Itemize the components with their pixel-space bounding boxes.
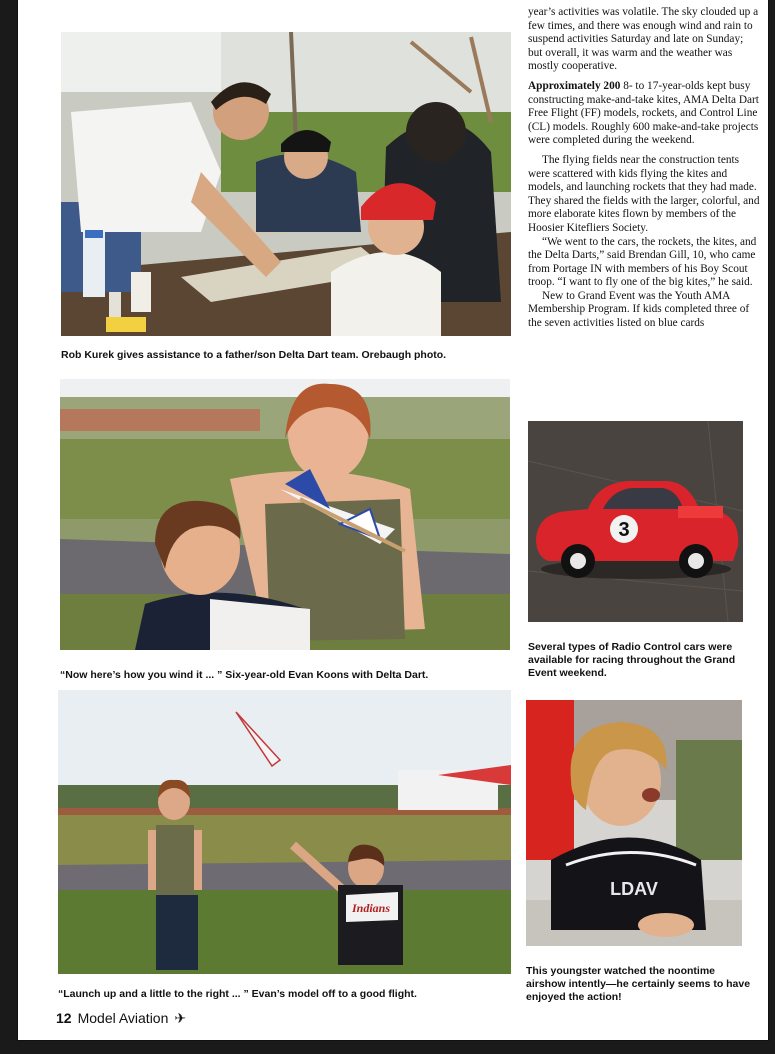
delta-dart-illustration [60,379,510,650]
launch-illustration [58,690,511,974]
shirt-lettering: Indians [351,901,391,915]
caption-workshop: Rob Kurek gives assistance to a father/son Delta Dart team. Orebaugh photo. [61,349,447,361]
magazine-page [18,0,768,1040]
paragraph-5: New to Grand Event was the Youth AMA Membership Program. If kids completed three of the seven activities listed on blue cards [528,289,750,330]
paragraph-2-body: 8- to 17-year-olds kept busy constructing make-and-take kites, AMA Delta Dart Free Flight (FF) models, rockets, and Control Line (CL) models. Roughly 600 make-and-take projects were completed during the weekend. [528,79,759,147]
article-text-column [528,6,760,331]
rc-car-illustration [528,421,743,622]
workshop-illustration [61,32,511,336]
caption-rc-car: Several types of Radio Control cars were available for racing throughout the Grand Event weekend. [528,641,736,679]
page-footer [56,1010,186,1027]
photo-delta-dart [60,379,510,650]
page-number: 12 [56,1010,72,1026]
magazine-name: Model Aviation [77,1010,169,1026]
photo-workshop [61,32,511,336]
paragraph-1: year’s activities was volatile. The sky clouded up a few times, and there was enough wind and rain to suspend activities Saturday and late on Sunday; but overall, it was warm and the weather was mostly cooperative. [528,6,759,73]
airplane-icon: ✈ [174,1010,187,1026]
photo-rc-car [528,421,743,622]
paragraph-4: “We went to the cars, the rockets, the kites, and the Delta Darts,” said Brendan Gill, 10, who came from Portage IN with members of his Boy Scout troop. “I want to fly one of the big kites,” he said. [528,235,757,289]
paragraph-2-lead: Approximately 200 [528,79,621,92]
car-number: 3 [618,519,630,541]
photo-youngster [526,700,742,946]
caption-youngster: This youngster watched the noontime airshow intently—he certainly seems to have enjoyed the action! [526,965,751,1003]
paragraph-3: The flying fields near the construction tents were scattered with kids flying the kites and models, and launching rockets that they had made. They shared the fields with the larger, colorful, and more elaborate kites flown by members of the Hoosier Kitefliers Society. [528,153,760,234]
youngster-shirt-lettering: LDAV [610,879,658,899]
youngster-illustration [526,700,742,946]
paragraph-2 [528,80,760,148]
caption-launch: “Launch up and a little to the right ... ” Evan’s model off to a good flight. [58,988,417,1000]
caption-delta-dart: “Now here’s how you wind it ... ” Six-year-old Evan Koons with Delta Dart. [60,669,429,681]
photo-launch [58,690,511,974]
